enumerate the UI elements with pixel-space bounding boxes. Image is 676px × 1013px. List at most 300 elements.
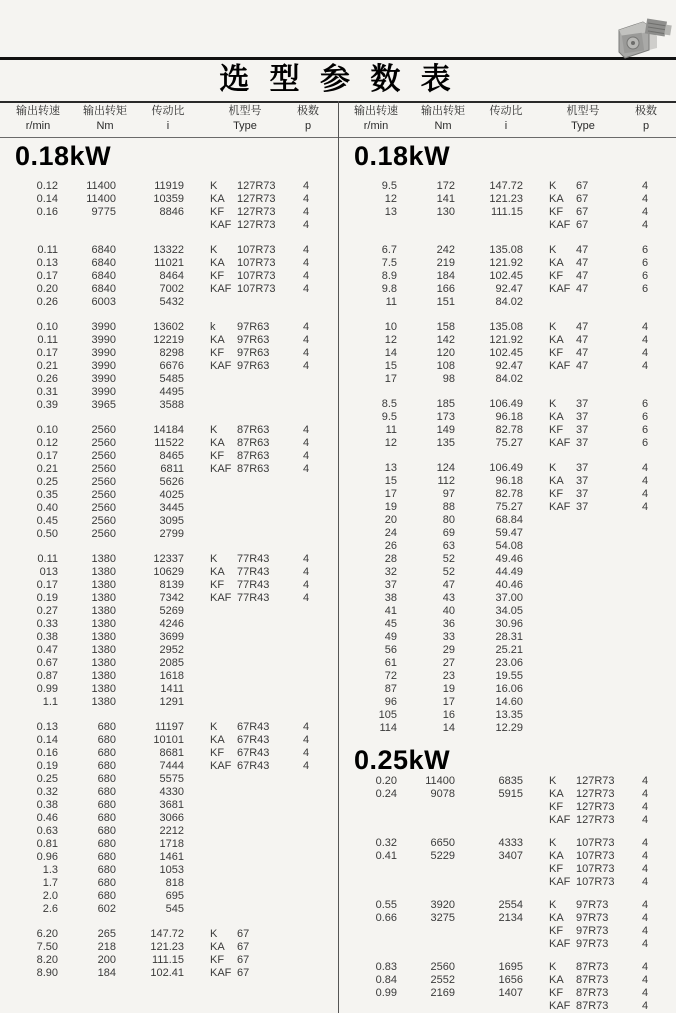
poles-cell: 4 xyxy=(641,974,649,986)
ratio-cell: 4025 xyxy=(159,489,184,501)
type-prefix-cell: KF xyxy=(549,206,564,218)
type-model-cell: 67 xyxy=(237,928,250,940)
type-prefix-cell: KF xyxy=(210,954,225,966)
type-model-cell: 37 xyxy=(576,488,589,500)
speed-cell: 0.83 xyxy=(375,961,397,973)
top-rule xyxy=(0,57,676,60)
table-row xyxy=(0,903,338,916)
speed-cell: 14 xyxy=(384,347,397,359)
speed-cell: 12 xyxy=(384,334,397,346)
type-model-cell: 97R73 xyxy=(576,938,609,950)
torque-cell: 680 xyxy=(97,721,116,733)
type-prefix-cell xyxy=(523,644,575,657)
type-prefix-cell: K xyxy=(210,424,218,436)
type-prefix-cell: KAF xyxy=(549,360,571,372)
type-prefix-cell xyxy=(184,696,236,709)
torque-cell: 2560 xyxy=(91,450,116,462)
poles-cell: 4 xyxy=(641,961,649,973)
poles-cell xyxy=(292,954,320,967)
type-model-cell xyxy=(236,903,292,916)
ratio-cell: 135.08 xyxy=(489,244,523,256)
ratio-cell: 5432 xyxy=(159,296,184,308)
table-row xyxy=(339,987,676,1000)
type-prefix-cell xyxy=(523,709,575,722)
table-row xyxy=(339,683,676,696)
type-model-cell: 97R63 xyxy=(237,347,270,359)
torque-cell: 6840 xyxy=(91,283,116,295)
ratio-cell xyxy=(455,925,523,938)
type-prefix-cell: KF xyxy=(549,863,564,875)
type-prefix-cell: KAF xyxy=(210,360,232,372)
ratio-cell: 84.02 xyxy=(495,373,523,385)
speed-cell: 0.31 xyxy=(36,386,58,398)
poles-cell: 4 xyxy=(641,193,649,205)
table-row xyxy=(0,747,338,760)
ratio-cell: 13322 xyxy=(153,244,184,256)
type-prefix-cell xyxy=(523,514,575,527)
type-prefix-cell: KF xyxy=(210,747,225,759)
type-prefix-cell xyxy=(523,373,575,386)
ratio-cell: 11197 xyxy=(155,721,184,733)
poles-cell xyxy=(631,514,659,527)
type-model-cell xyxy=(575,540,631,553)
table-row xyxy=(0,928,338,941)
ratio-cell: 23.06 xyxy=(495,657,523,669)
speed-cell: 0.45 xyxy=(36,515,58,527)
table-row xyxy=(0,528,338,541)
torque-cell xyxy=(397,801,455,814)
ratio-cell: 92.47 xyxy=(495,360,523,372)
ratio-cell: 11919 xyxy=(154,180,184,192)
poles-cell: 4 xyxy=(641,462,649,474)
type-prefix-cell: K xyxy=(549,398,557,410)
type-prefix-cell: K xyxy=(210,553,218,565)
ratio-cell: 106.49 xyxy=(489,462,523,474)
ratio-cell: 1618 xyxy=(159,670,184,682)
speed-cell: 0.32 xyxy=(375,837,397,849)
speed-cell: 0.12 xyxy=(36,180,58,192)
row-group xyxy=(0,321,338,412)
table-row xyxy=(0,721,338,734)
row-group xyxy=(339,961,676,1013)
speed-cell: 6.7 xyxy=(381,244,397,256)
poles-cell xyxy=(631,527,659,540)
speed-cell: 0.84 xyxy=(375,974,397,986)
speed-cell: 24 xyxy=(384,527,397,539)
type-prefix-cell: KAF xyxy=(549,876,571,888)
torque-cell: 3965 xyxy=(91,399,116,411)
table-row xyxy=(339,514,676,527)
type-model-cell: 47 xyxy=(576,244,589,256)
type-model-cell: 47 xyxy=(576,321,589,333)
poles-cell: 6 xyxy=(641,437,649,449)
torque-cell: 1380 xyxy=(91,618,116,630)
type-prefix-cell xyxy=(184,683,236,696)
poles-cell: 4 xyxy=(302,347,310,359)
torque-cell: 19 xyxy=(442,683,455,695)
type-prefix-cell: K xyxy=(210,244,218,256)
ratio-cell xyxy=(116,219,184,232)
poles-cell xyxy=(292,825,320,838)
type-prefix-cell: KF xyxy=(549,424,564,436)
ratio-cell: 84.02 xyxy=(495,296,523,308)
type-model-cell: 47 xyxy=(576,360,589,372)
poles-cell: 4 xyxy=(302,360,310,372)
table-row xyxy=(339,334,676,347)
type-model-cell xyxy=(236,773,292,786)
ratio-cell: 6811 xyxy=(160,463,184,475)
column-header-ratio-label: 传动比 xyxy=(489,105,523,117)
type-model-cell: 87R73 xyxy=(576,1000,609,1012)
column-header-speed-label: 输出转速 xyxy=(354,105,398,117)
ratio-cell: 2799 xyxy=(159,528,184,540)
table-row xyxy=(339,488,676,501)
column-header-poles-unit: p xyxy=(642,120,650,132)
speed-cell: 38 xyxy=(384,592,397,604)
ratio-cell: 49.46 xyxy=(495,553,523,565)
torque-cell xyxy=(397,1000,455,1013)
type-prefix-cell xyxy=(523,696,575,709)
type-model-cell: 67 xyxy=(237,967,250,979)
speed-cell: 11 xyxy=(385,424,397,436)
speed-cell xyxy=(339,938,397,951)
poles-cell xyxy=(292,851,320,864)
type-model-cell: 107R73 xyxy=(237,270,276,282)
type-prefix-cell: K xyxy=(549,321,557,333)
table-row xyxy=(339,206,676,219)
type-model-cell xyxy=(236,786,292,799)
poles-cell xyxy=(631,631,659,644)
speed-cell: 28 xyxy=(384,553,397,565)
speed-cell: 0.16 xyxy=(36,747,58,759)
type-prefix-cell: KF xyxy=(549,925,564,937)
speed-cell: 26 xyxy=(384,540,397,552)
section-heading: 0.18kW xyxy=(354,141,451,171)
poles-cell: 4 xyxy=(302,180,310,192)
torque-cell: 1380 xyxy=(91,670,116,682)
type-model-cell: 107R73 xyxy=(237,257,276,269)
speed-cell: 0.19 xyxy=(36,592,58,604)
ratio-cell: 7002 xyxy=(159,283,184,295)
torque-cell: 3990 xyxy=(91,386,116,398)
header-left-half xyxy=(0,104,338,134)
poles-cell: 4 xyxy=(641,488,649,500)
speed-cell: 0.99 xyxy=(375,987,397,999)
header-right-half xyxy=(338,104,676,134)
torque-cell: 120 xyxy=(436,347,455,359)
table-row xyxy=(0,193,338,206)
ratio-cell: 111.15 xyxy=(151,954,184,966)
ratio-cell: 12.29 xyxy=(495,722,523,734)
type-prefix-cell xyxy=(184,851,236,864)
table-row xyxy=(339,863,676,876)
ratio-cell: 102.45 xyxy=(489,270,523,282)
torque-cell: 1380 xyxy=(91,553,116,565)
type-model-cell xyxy=(236,683,292,696)
torque-cell: 43 xyxy=(442,592,455,604)
speed-cell: 0.10 xyxy=(36,424,58,436)
torque-cell: 166 xyxy=(436,283,455,295)
type-model-cell xyxy=(575,618,631,631)
torque-cell: 52 xyxy=(442,553,455,565)
type-model-cell: 97R63 xyxy=(237,321,270,333)
type-model-cell xyxy=(575,592,631,605)
ratio-cell: 147.72 xyxy=(489,180,523,192)
table-row xyxy=(339,424,676,437)
torque-cell: 141 xyxy=(436,193,455,205)
table-row xyxy=(339,722,676,735)
poles-cell: 4 xyxy=(641,876,649,888)
type-prefix-cell: KAF xyxy=(210,219,232,231)
ratio-cell: 121.23 xyxy=(150,941,184,953)
table-row xyxy=(339,437,676,450)
ratio-cell: 5269 xyxy=(159,605,184,617)
torque-cell: 69 xyxy=(442,527,455,539)
speed-cell: 0.17 xyxy=(36,450,58,462)
poles-cell: 6 xyxy=(641,398,649,410)
poles-cell: 4 xyxy=(302,450,310,462)
poles-cell xyxy=(292,799,320,812)
torque-cell: 680 xyxy=(97,786,116,798)
type-model-cell xyxy=(575,683,631,696)
type-model-cell: 67R43 xyxy=(237,721,270,733)
poles-cell: 4 xyxy=(641,925,649,937)
table-row xyxy=(339,657,676,670)
speed-cell: 0.26 xyxy=(36,296,58,308)
torque-cell: 98 xyxy=(442,373,455,385)
poles-cell xyxy=(292,967,320,980)
ratio-cell: 2554 xyxy=(498,899,523,911)
poles-cell xyxy=(292,812,320,825)
type-prefix-cell: KF xyxy=(210,206,225,218)
poles-cell: 4 xyxy=(641,360,649,372)
table-row xyxy=(339,696,676,709)
poles-cell: 4 xyxy=(302,283,310,295)
type-prefix-cell xyxy=(184,825,236,838)
type-model-cell xyxy=(236,825,292,838)
speed-cell: 0.13 xyxy=(36,257,58,269)
type-model-cell xyxy=(575,657,631,670)
poles-cell: 4 xyxy=(641,775,649,787)
ratio-cell: 1053 xyxy=(159,864,184,876)
poles-cell: 4 xyxy=(302,244,310,256)
torque-cell: 680 xyxy=(97,838,116,850)
torque-cell: 16 xyxy=(442,709,455,721)
type-prefix-cell: KAF xyxy=(210,592,232,604)
poles-cell: 4 xyxy=(302,257,310,269)
type-model-cell xyxy=(236,386,292,399)
type-model-cell: 107R73 xyxy=(576,850,615,862)
type-prefix-cell xyxy=(184,618,236,631)
table-row xyxy=(0,515,338,528)
poles-cell: 6 xyxy=(641,411,649,423)
poles-cell: 4 xyxy=(302,437,310,449)
table-row xyxy=(0,206,338,219)
speed-cell: 17 xyxy=(384,373,397,385)
ratio-cell: 8298 xyxy=(159,347,184,359)
speed-cell: 0.46 xyxy=(36,812,58,824)
type-model-cell: 87R63 xyxy=(237,424,270,436)
torque-cell: 680 xyxy=(97,877,116,889)
table-row xyxy=(0,760,338,773)
row-group xyxy=(339,462,676,735)
torque-cell: 3920 xyxy=(430,899,455,911)
table-row xyxy=(339,592,676,605)
table-row xyxy=(339,193,676,206)
table-row xyxy=(339,850,676,863)
table-row xyxy=(339,938,676,951)
table-row xyxy=(339,670,676,683)
poles-cell xyxy=(631,618,659,631)
poles-cell xyxy=(292,877,320,890)
poles-cell xyxy=(631,670,659,683)
row-group xyxy=(339,775,676,827)
type-prefix-cell: KA xyxy=(549,411,564,423)
type-model-cell xyxy=(236,631,292,644)
speed-cell: 0.17 xyxy=(36,347,58,359)
type-model-cell: 87R73 xyxy=(576,974,609,986)
table-row xyxy=(339,566,676,579)
speed-cell: 0.14 xyxy=(36,734,58,746)
type-model-cell: 37 xyxy=(576,462,589,474)
table-row xyxy=(339,398,676,411)
type-model-cell: 47 xyxy=(576,347,589,359)
type-model-cell xyxy=(575,670,631,683)
column-header-type-label: 机型号 xyxy=(228,105,262,117)
type-model-cell xyxy=(575,514,631,527)
type-model-cell xyxy=(575,373,631,386)
type-prefix-cell: K xyxy=(210,928,218,940)
type-prefix-cell xyxy=(184,399,236,412)
type-model-cell xyxy=(575,722,631,735)
speed-cell: 56 xyxy=(384,644,397,656)
type-model-cell: 67R43 xyxy=(237,747,270,759)
speed-cell: 8.9 xyxy=(381,270,397,282)
table-row xyxy=(339,283,676,296)
type-model-cell xyxy=(575,527,631,540)
ratio-cell: 6676 xyxy=(159,360,184,372)
type-model-cell xyxy=(575,709,631,722)
type-prefix-cell xyxy=(184,528,236,541)
table-row xyxy=(0,851,338,864)
type-model-cell xyxy=(236,864,292,877)
type-prefix-cell xyxy=(184,670,236,683)
type-prefix-cell xyxy=(184,502,236,515)
poles-cell: 4 xyxy=(302,193,310,205)
ratio-cell: 92.47 xyxy=(495,283,523,295)
type-prefix-cell xyxy=(184,877,236,890)
table-row xyxy=(0,631,338,644)
poles-cell xyxy=(631,566,659,579)
ratio-cell: 121.23 xyxy=(489,193,523,205)
table-row xyxy=(0,360,338,373)
poles-cell xyxy=(292,786,320,799)
column-header-poles-label: 极数 xyxy=(635,105,657,117)
poles-cell: 4 xyxy=(302,463,310,475)
poles-cell: 4 xyxy=(302,553,310,565)
ratio-cell: 13602 xyxy=(153,321,184,333)
ratio-cell: 4495 xyxy=(159,386,184,398)
type-prefix-cell xyxy=(523,527,575,540)
speed-cell xyxy=(339,219,397,232)
type-model-cell xyxy=(236,502,292,515)
torque-cell: 11400 xyxy=(86,193,116,205)
poles-cell: 4 xyxy=(302,270,310,282)
speed-cell: 0.17 xyxy=(36,270,58,282)
torque-cell: 11400 xyxy=(86,180,116,192)
type-model-cell: 127R73 xyxy=(576,814,615,826)
type-prefix-cell xyxy=(184,476,236,489)
table-row xyxy=(0,954,338,967)
ratio-cell: 1656 xyxy=(498,974,523,986)
type-model-cell: 37 xyxy=(576,411,589,423)
ratio-cell: 1461 xyxy=(159,851,184,863)
column-header-ratio-label: 传动比 xyxy=(151,105,185,117)
table-row xyxy=(0,734,338,747)
type-model-cell: 47 xyxy=(576,334,589,346)
type-model-cell xyxy=(236,515,292,528)
ratio-cell: 13.35 xyxy=(495,709,523,721)
type-model-cell: 77R43 xyxy=(237,566,270,578)
table-row xyxy=(0,592,338,605)
torque-cell: 680 xyxy=(97,799,116,811)
ratio-cell: 96.18 xyxy=(495,411,523,423)
table-row xyxy=(0,605,338,618)
poles-cell: 4 xyxy=(641,206,649,218)
poles-cell: 6 xyxy=(641,424,649,436)
type-prefix-cell: K xyxy=(549,837,557,849)
speed-cell: 0.55 xyxy=(375,899,397,911)
speed-cell: 0.25 xyxy=(36,773,58,785)
table-row xyxy=(339,462,676,475)
speed-cell: 9.5 xyxy=(381,411,397,423)
table-row xyxy=(0,812,338,825)
torque-cell: 1380 xyxy=(91,605,116,617)
torque-cell: 124 xyxy=(436,462,455,474)
speed-cell: 0.81 xyxy=(36,838,58,850)
ratio-cell: 121.92 xyxy=(489,257,523,269)
ratio-cell: 11021 xyxy=(154,257,184,269)
type-model-cell: 47 xyxy=(576,270,589,282)
row-group xyxy=(339,321,676,386)
type-model-cell xyxy=(236,644,292,657)
column-header-speed-unit: r/min xyxy=(363,120,389,132)
type-prefix-cell: KF xyxy=(549,347,564,359)
ratio-cell: 4333 xyxy=(498,837,523,849)
ratio-cell: 5915 xyxy=(498,788,523,800)
poles-cell: 4 xyxy=(641,801,649,813)
poles-cell xyxy=(292,528,320,541)
poles-cell: 4 xyxy=(641,863,649,875)
table-row xyxy=(339,618,676,631)
speed-cell xyxy=(339,814,397,827)
ratio-cell: 3407 xyxy=(498,850,523,862)
poles-cell: 6 xyxy=(641,283,649,295)
torque-cell: 2169 xyxy=(430,987,455,999)
poles-cell xyxy=(292,618,320,631)
torque-cell xyxy=(397,925,455,938)
ratio-cell: 106.49 xyxy=(489,398,523,410)
ratio-cell: 75.27 xyxy=(495,501,523,513)
type-prefix-cell: KA xyxy=(549,334,564,346)
speed-cell: 0.50 xyxy=(36,528,58,540)
table-row xyxy=(339,961,676,974)
speed-cell: 0.32 xyxy=(36,786,58,798)
torque-cell: 11400 xyxy=(425,775,455,787)
table-row xyxy=(339,475,676,488)
column-header-ratio xyxy=(472,104,540,134)
type-prefix-cell: KA xyxy=(210,437,225,449)
